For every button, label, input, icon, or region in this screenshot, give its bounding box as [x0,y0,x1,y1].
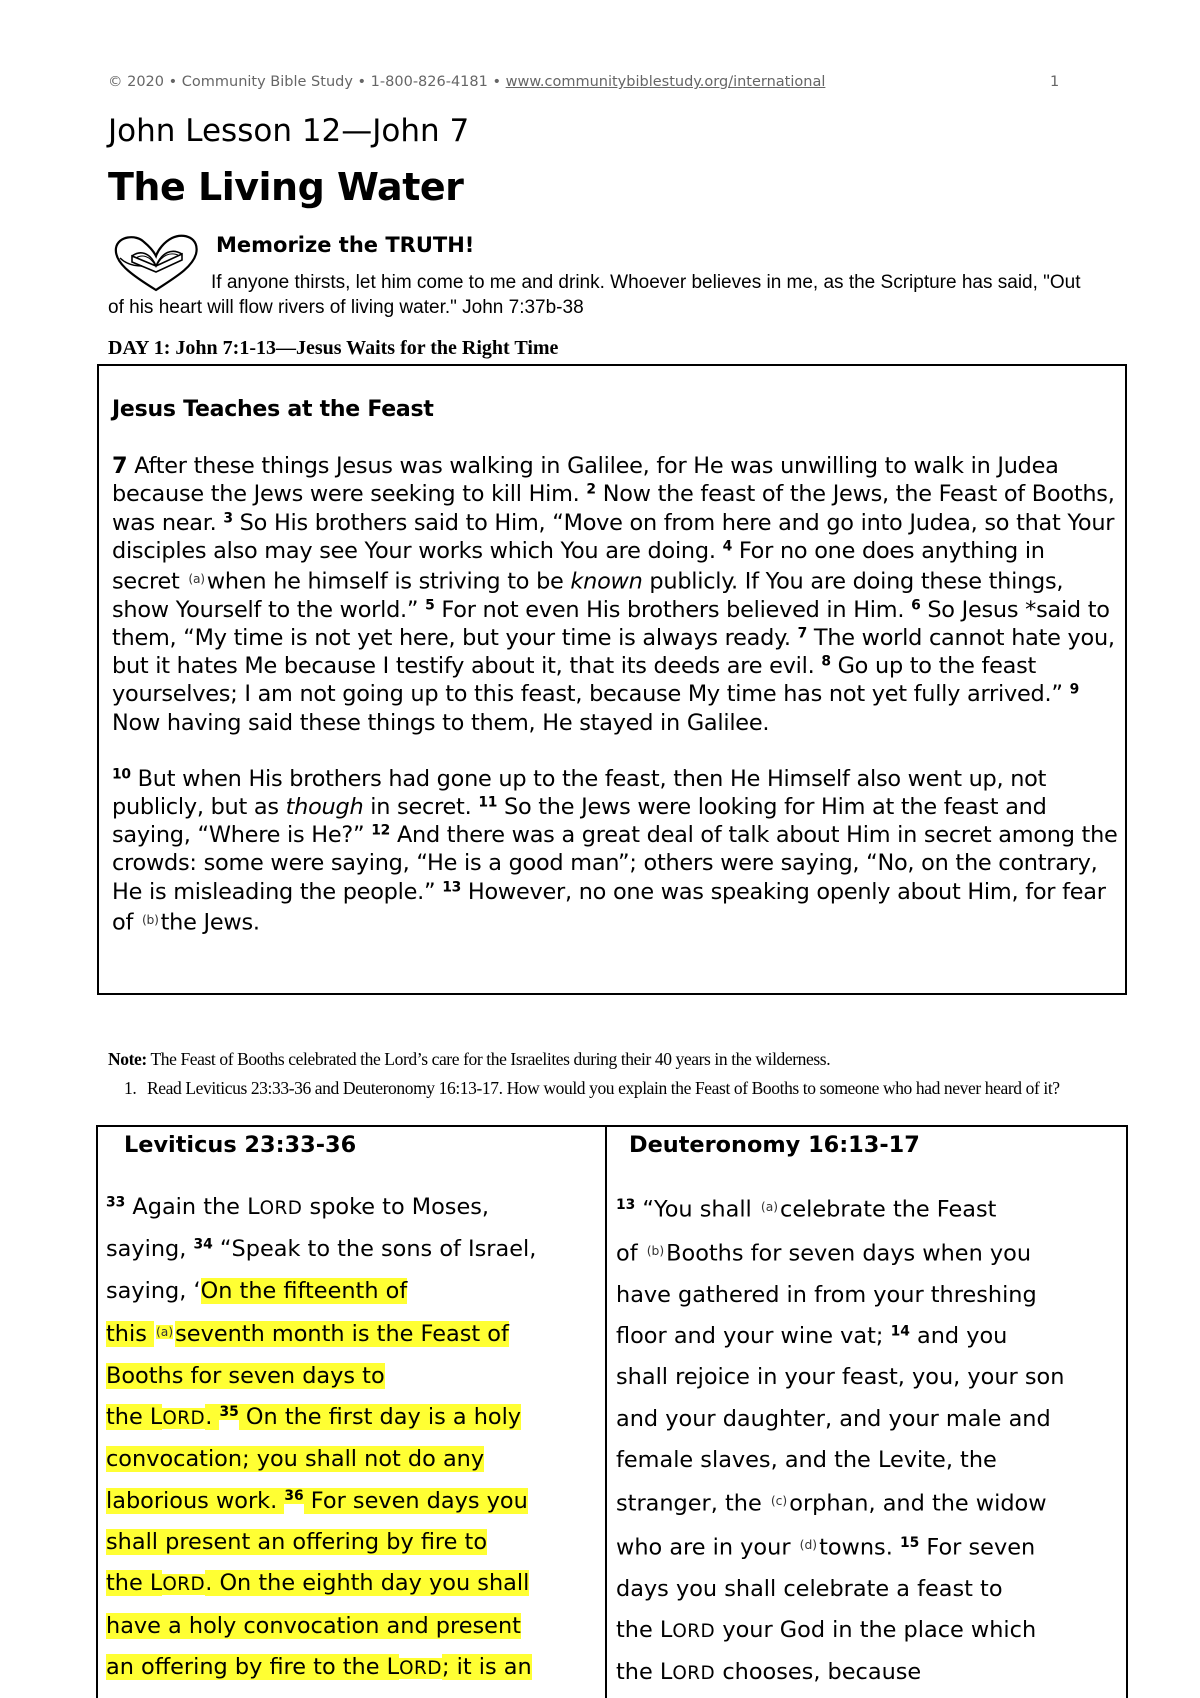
verse-text: spoke to Moses, [302,1194,490,1220]
text-line [106,1522,596,1563]
website-link[interactable]: www.communitybiblestudy.org/international [505,74,826,90]
copyright-text: © 2020 • Community Bible Study • 1-800-826-4181 • [108,74,506,90]
verse-number: 13 [442,878,462,895]
verse-text: So Jesus *said to them, “My time is not yet here, but your time is always ready. [112,596,1110,651]
text-line [616,1231,1116,1275]
verse-text: For not even His brothers believed in Him. [434,596,912,623]
verse-text: For seven [919,1534,1036,1561]
verse-text: towns. [819,1534,900,1561]
verse-text: And there was a great deal of talk about Him in secret among the crowds: some were saying, “He is a good man”; others were saying, “No, on the contrary, He is misleading the people.” [112,822,1118,905]
question-number: 1. [124,1078,137,1098]
footnote-marker[interactable]: (c) [770,1494,788,1509]
verse-text: who are in your [616,1534,798,1561]
verse-number: 6 [911,597,921,614]
verse-number: 13 [616,1196,636,1213]
small-caps: ORD [162,1574,206,1596]
verse-number: 11 [478,794,498,811]
deuteronomy-column [616,1125,1116,1695]
text-line [106,1356,596,1397]
question-text: Read Leviticus 23:33-36 and Deuteronomy 16:13-17. How would you explain the Feast of Booths to someone who had never heard of it? [147,1078,1060,1098]
verse-text: in secret. [363,793,479,820]
highlighted-text: shall present an offering by fire to [106,1528,488,1555]
verse-text: After these things Jesus was walking in Galilee, for He was unwilling to walk in Judea because the Jews were seeking to kill Him. [112,453,1059,508]
small-caps: ORD [259,1198,303,1219]
text-line [106,1187,596,1229]
question-1 [108,1078,1108,1099]
footnote-marker[interactable]: (d) [799,1537,818,1552]
highlighted-text: the L [106,1404,163,1431]
page-title: The Living Water [108,165,464,209]
verse-text: of [616,1240,645,1267]
verse-text: For no one does anything in secret [112,537,1045,595]
verse-text: chooses, because [715,1659,922,1686]
text-line [106,1312,596,1356]
small-caps: ORD [399,1657,442,1679]
highlighted-text: have a holy convocation and present [106,1612,521,1639]
verse-number: 35 [219,1404,239,1421]
verse-text: Again the L [125,1194,260,1220]
verse-number: 10 [112,766,131,783]
text-line: female slaves, and the Levite, the [616,1446,997,1473]
verse-text: the L [616,1659,673,1686]
chapter-number: 7 [112,453,128,480]
note-label: Note: [108,1049,147,1069]
page-header [108,74,1068,90]
verse-text: celebrate the Feast [780,1196,997,1223]
verse-text: the Jews. [160,909,260,936]
passage-paragraph-1 [112,452,1118,737]
verse-text: “Speak to the sons of Israel, [212,1236,537,1263]
page-number: 1 [1050,74,1060,90]
text-line [106,1563,596,1605]
verse-text: orphan, and the widow [789,1490,1047,1517]
verse-number: 2 [586,481,596,498]
text-line [106,1397,596,1439]
verse-text: So His brothers said to Him, “Move on from here and go into Judea, so that Your disciples also may see Your works which You are doing. [112,509,1115,564]
verse-text: your God in the place which [715,1617,1037,1644]
text-line [616,1481,1116,1525]
footnote-marker[interactable]: (b) [646,1243,665,1258]
table-divider [605,1125,607,1698]
footnote-marker[interactable]: (a) [188,572,205,587]
text-line [106,1481,596,1522]
highlighted-text: laborious work. [106,1487,285,1514]
verse-text: floor and your wine vat; [616,1322,891,1349]
verse-text: saying, ‘ [106,1277,201,1304]
text-line [106,1606,596,1647]
highlighted-text: seventh month is the Feast of [175,1321,509,1348]
verse-italic: known [570,568,643,595]
verse-text: when he himself is striving to be [206,568,571,595]
verse-text: stranger, the [616,1490,769,1517]
highlighted-text: . [205,1404,220,1431]
text-line [616,1316,1116,1357]
verse-number: 34 [193,1236,213,1253]
text-line [616,1652,1116,1694]
footnote-marker[interactable]: (b) [141,912,159,927]
text-line [106,1439,596,1480]
verse-text: the L [616,1617,673,1644]
highlighted-text: On the fifteenth of [200,1277,408,1304]
highlighted-text: For seven days you [303,1487,528,1514]
verse-number: 14 [890,1323,910,1340]
deuteronomy-heading: Deuteronomy 16:13-17 [629,1132,920,1158]
verse-number: 4 [722,538,732,555]
highlighted-text: On the first day is a holy [238,1404,522,1431]
verse-text: But when His brothers had gone up to the feast, then He Himself also went up, not publicly, but as [112,765,1047,820]
leviticus-heading: Leviticus 23:33-36 [124,1132,357,1158]
footnote-marker[interactable]: (a) [155,1324,174,1339]
verse-number: 3 [223,509,233,526]
small-caps: ORD [672,1663,716,1685]
text-line [106,1229,596,1270]
verse-text: publicly. If You are doing these things, show Yourself to the world.” [112,568,1064,623]
small-caps: ORD [672,1621,716,1643]
note-text: The Feast of Booths celebrated the Lord’s care for the Israelites during their 40 years in the wilderness. [146,1049,831,1069]
text-line: and your daughter, and your male and [616,1405,1051,1432]
scripture-passage [112,396,1118,965]
highlighted-text: the L [106,1570,163,1597]
verse-number: 12 [371,822,391,839]
text-line [616,1610,1116,1652]
verse-text: Go up to the feast yourselves; I am not going up to this feast, because My time has not yet fully arrived.” [112,653,1070,708]
verse-text: saying, [106,1236,194,1263]
small-caps: ORD [162,1408,206,1430]
text-line [106,1271,596,1312]
verse-number: 15 [899,1534,920,1551]
verse-text: Now having said these things to them, He stayed in Galilee. [112,709,770,736]
verse-italic: though [285,793,364,820]
memory-verse: If anyone thirsts, let him come to me and drink. Whoever believes in me, as the Scripture has said, "Out of his heart will flow rivers of living water." John 7:37b-38 [108,272,1081,318]
footnote-marker[interactable]: (a) [760,1200,779,1214]
memorize-heading: Memorize the TRUTH! [216,233,475,257]
highlighted-text: an offering by fire to the L [106,1653,400,1680]
verse-text: So the Jews were looking for Him at the feast and saying, “Where is He?” [112,793,1047,849]
highlighted-text: convocation; you shall not do any [106,1446,485,1473]
text-line [616,1187,1116,1231]
passage-heading: Jesus Teaches at the Feast [112,397,434,422]
verse-number: 36 [284,1487,304,1504]
highlighted-text: Booths for seven days to [106,1362,385,1389]
note [108,1049,1108,1070]
text-line: shall rejoice in your feast, you, your son [616,1364,1065,1391]
verse-number: 8 [821,653,831,670]
verse-text: The world cannot hate you, but it hates Me because I testify about it, that its deeds are evil. [112,624,1115,680]
verse-text: However, no one was speaking openly about Him, for fear of [112,878,1106,936]
highlighted-text: ; it is an [441,1653,532,1680]
text-line: days you shall celebrate a feast to [616,1575,1003,1602]
verse-text: Booths for seven days when you [666,1240,1032,1267]
passage-paragraph-2 [112,765,1118,937]
lesson-title: John Lesson 12—John 7 [108,113,470,149]
verse-text: “You shall [635,1196,759,1223]
text-line [616,1525,1116,1569]
verse-number: 7 [797,625,808,642]
leviticus-column [106,1125,596,1689]
text-line: have gathered in from your threshing [616,1281,1037,1308]
verse-text: and you [909,1322,1008,1349]
highlighted-text: this [106,1321,154,1348]
verse-number: 5 [425,597,435,614]
highlighted-text: . On the eighth day you shall [205,1570,530,1597]
day1-heading: DAY 1: John 7:1-13—Jesus Waits for the Right Time [108,337,559,359]
verse-number: 33 [106,1194,126,1211]
verse-text: Now the feast of the Jews, the Feast of Booths, was near. [112,481,1115,536]
verse-number: 9 [1069,681,1079,698]
text-line [106,1647,596,1689]
